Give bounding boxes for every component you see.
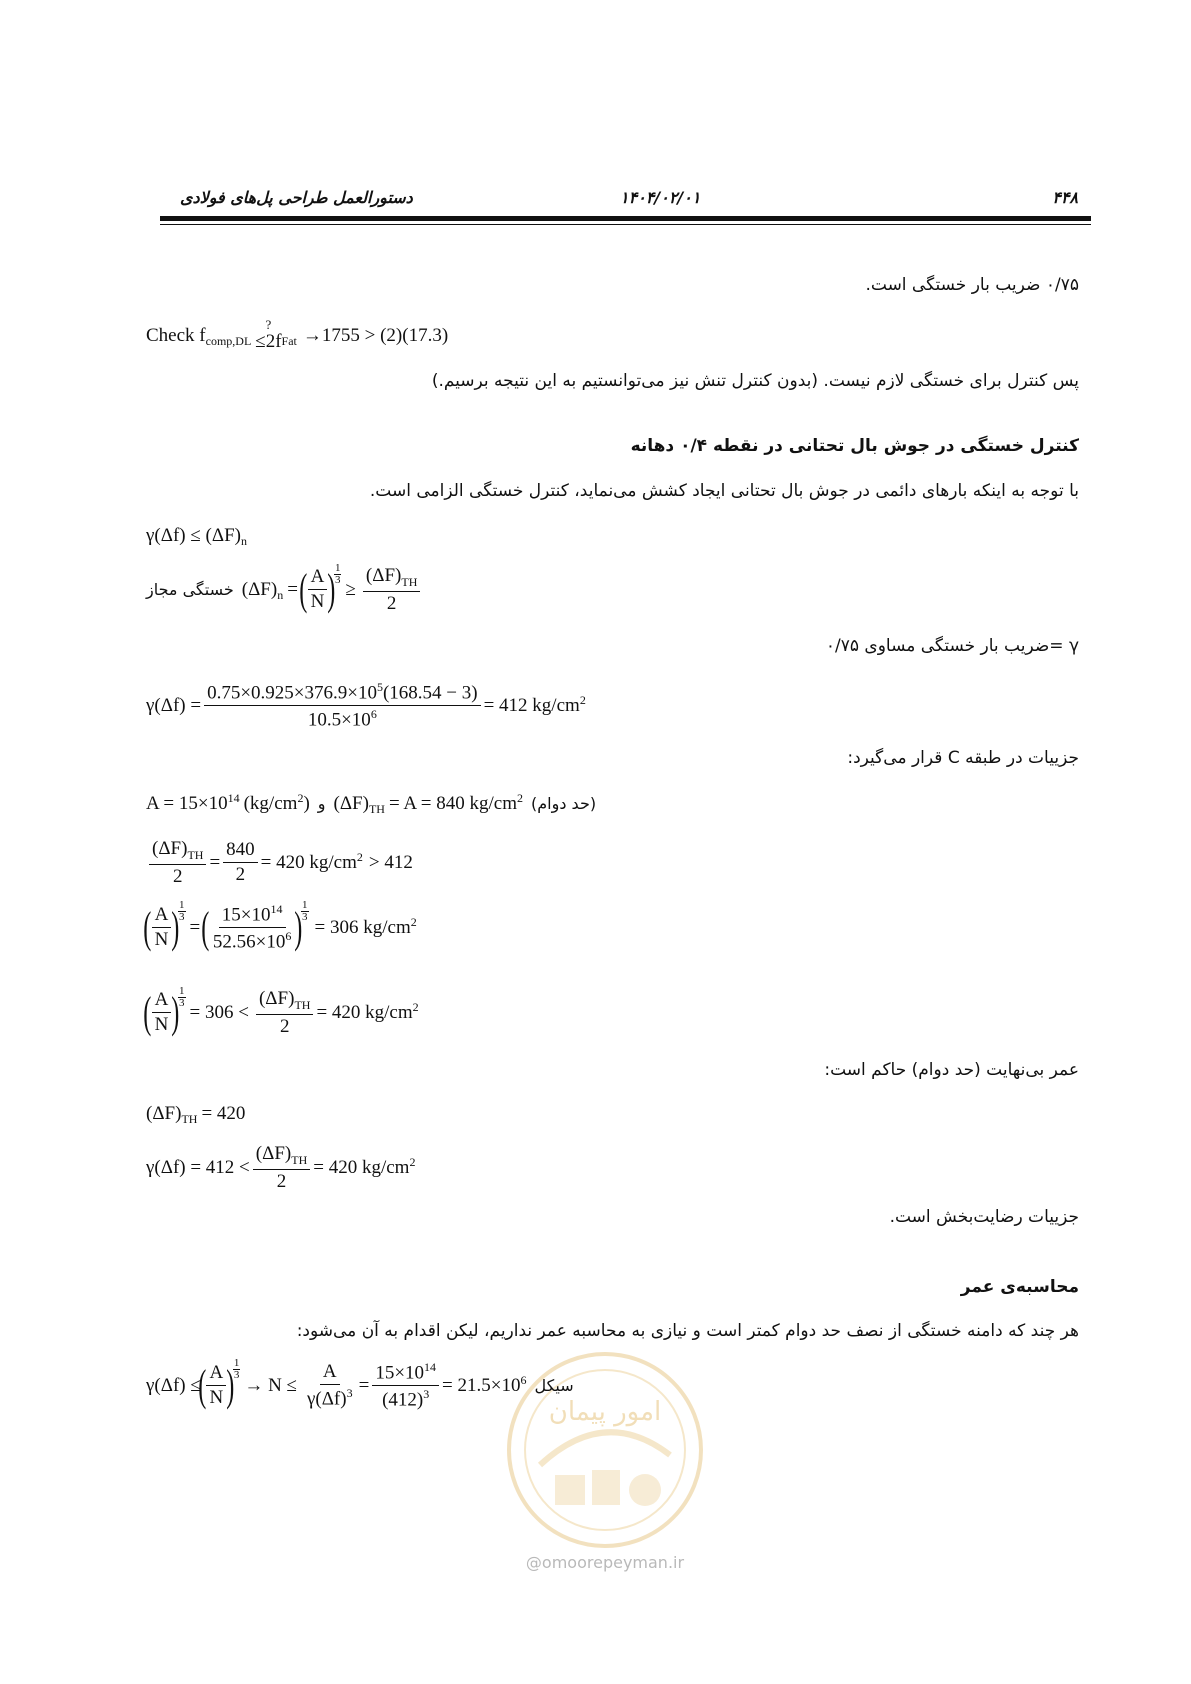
text-line-8: هر چند که دامنه خستگی از نصف حد دوام کمتر است و نیازی به محاسبه عمر نداریم، لیکن اقدام به آن می‌شود: <box>296 1321 1079 1341</box>
page-number: ۴۴۸ <box>1052 188 1078 207</box>
text-line-2: پس کنترل برای خستگی لازم نیست. (بدون کنترل تنش نیز می‌توانستیم به این نتیجه برسیم.) <box>431 371 1079 391</box>
equation-5: $\frac{(\Delta F)_{TH}}{2}$ = $\frac{840}{2}$ = 420 kg/cm $^2$ > 412 <box>146 838 413 888</box>
equation-8: (ΔF) $_{TH}$ = 420 <box>146 1102 246 1126</box>
book-title: دستورالعمل طراحی پل‌های فولادی <box>180 188 413 207</box>
equation-7: ( A N ) $\frac{1}{3}$ = 306 < $\frac{(\Delta F)_{TH}}{2}$ = 420 kg/cm $^2$ <box>143 985 419 1037</box>
equation-6: ( A N ) $\frac{1}{3}$ = ( $15\times 10^{14}$ $52.56\times 10^6$ ) $\frac{1}{3}$ = 306 kg/cm $^2$ <box>143 899 417 953</box>
text-line-4: γ =ضریب بار خستگی مساوی ۰/۷۵ <box>825 636 1079 656</box>
equation-check: Check f $_{comp,DL}$ ? ≤2f $_{Fat}$ →1755 > (2)(17.3) <box>146 317 449 352</box>
text-line-3: با توجه به اینکه بارهای دائمی در جوش بال تحتانی ایجاد کشش می‌نماید، کنترل خستگی الزامی است. <box>369 481 1079 501</box>
equation-1: γ(Δf) ≤ (ΔF) $_n$ <box>146 524 247 548</box>
header-rule-thick <box>160 216 1091 221</box>
text-line-6: عمر بی‌نهایت (حد دوام) حاکم است: <box>824 1060 1079 1080</box>
section-heading-weld: کنترل خستگی در جوش بال تحتانی در نقطه ۰/۴ دهانه <box>630 436 1079 456</box>
equation-10: γ(Δf) ≤ ( A N ) 1 3 → N ≤ $\frac{A}{\gamma(\Delta f)^3}$ = $\frac{15\times 10^{14}}{(412)^3}$ = 21.5×10 $^6$ سیکل <box>146 1357 574 1411</box>
header-date: ۱۴۰۴/۰۲/۰۱ <box>620 188 701 207</box>
equation-9: γ(Δf) = 412 < $\frac{(\Delta F)_{TH}}{2}$ = 420 kg/cm $^2$ <box>146 1143 416 1192</box>
svg-text:امور پیمان: امور پیمان <box>548 1397 662 1427</box>
text-line-5: جزییات در طبقه C قرار می‌گیرد: <box>847 748 1079 768</box>
section-heading-life: محاسبه‌ی عمر <box>960 1277 1079 1297</box>
text-line-7: جزییات رضایت‌بخش است. <box>889 1207 1079 1227</box>
equation-2: خستگی مجاز (ΔF) $_n$ = ( A N ) $\frac{1}{3}$ ≥ $\frac{(\Delta F)_{TH}}{2}$ <box>146 565 423 615</box>
text-line-1: ۰/۷۵ ضریب بار خستگی است. <box>865 275 1079 295</box>
header-rule-thin <box>160 224 1091 225</box>
equation-4: A = 15×10 $^{14}$ (kg/cm $^2$ ) و (ΔF) $_{TH}$ = A = 840 kg/cm $^2$ (حد دوام) <box>146 791 597 816</box>
watermark-text: @omoorepeyman.ir <box>525 1553 685 1572</box>
equation-3: γ(Δf) = $\frac{0.75\times 0.925\times 376.9\times 10^5(168.54 - 3)}{10.5\times 10^6}$ = 412 kg/cm $^2$ <box>146 680 586 731</box>
